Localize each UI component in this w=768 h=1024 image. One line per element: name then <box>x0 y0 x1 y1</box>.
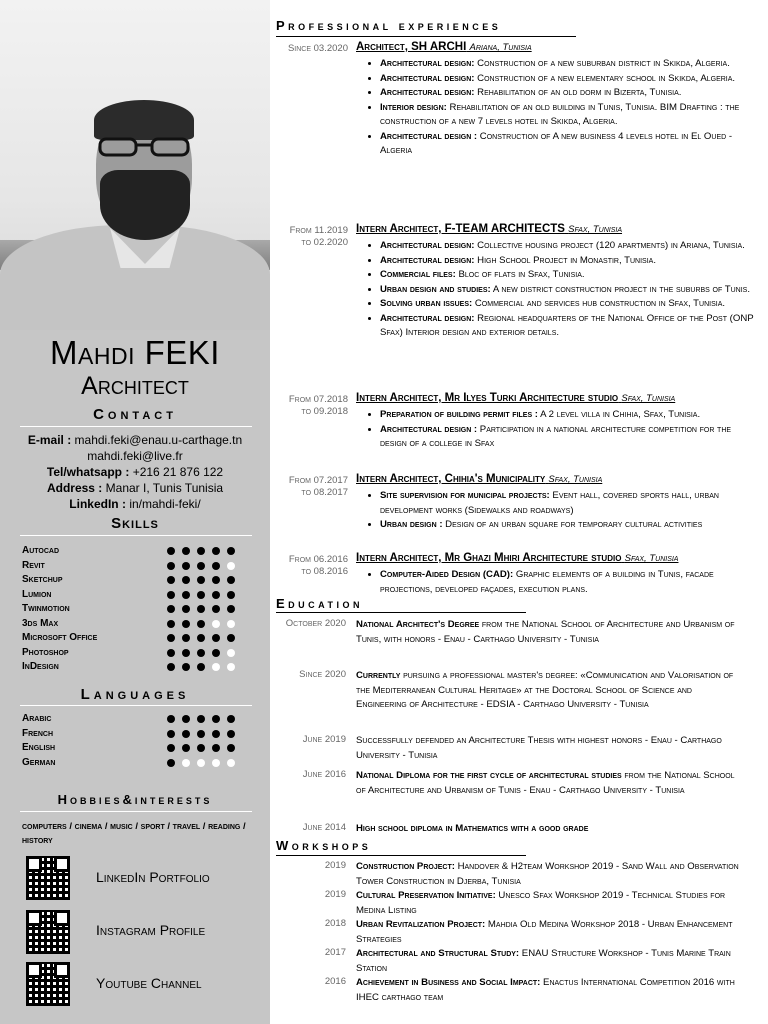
rating-dot-icon <box>182 576 190 584</box>
rating-dot-icon <box>197 576 205 584</box>
rating-dot-icon <box>167 620 175 628</box>
education-detail: from the National School of Architecture and Urbanism of Tunis - Enau - Carthago University - Tunisia <box>356 770 735 796</box>
phone-label: Tel/whatsapp : <box>46 465 130 479</box>
workshop-text <box>356 947 742 976</box>
workshops-heading: Workshops <box>276 838 372 853</box>
job-bullet <box>380 297 760 312</box>
job-location: Sfax, Tunisia <box>621 393 676 404</box>
workshop-text <box>356 976 742 1005</box>
job-title: Intern Architect, Mr Ilyes Turki Architecture studio Sfax, Tunisia <box>356 392 676 404</box>
workshop-year: 2018 <box>324 918 346 929</box>
rating-dot-icon <box>197 730 205 738</box>
workshop-highlight: Achievement in Business and Social Impact: <box>356 977 541 988</box>
job-bullet-label: Architectural design: <box>380 87 475 98</box>
contact-heading: Contact <box>93 406 177 423</box>
job-bullet <box>380 268 760 283</box>
rating-dot-icon <box>182 605 190 613</box>
workshop-year: 2019 <box>324 889 346 900</box>
rating-dot-icon <box>167 591 175 599</box>
education-text <box>356 734 742 763</box>
education-highlight: High school diploma in Mathematics with a good grade <box>356 823 589 834</box>
job-bullet-text: Graphic elements of a building in Tunis, facade projections, developed façades, execution plans. <box>380 569 714 595</box>
workshop-text <box>356 860 742 889</box>
main-content <box>270 0 768 1024</box>
email-primary[interactable]: mahdi.feki@enau.u-carthage.tn <box>74 433 243 447</box>
job-location: Ariana, Tunisia <box>469 42 532 53</box>
rating-dot-icon <box>212 620 220 628</box>
rating-dot-icon <box>227 715 235 723</box>
job-bullet-text: Construction of A new business 4 levels hotel in El Oued - Algeria <box>380 130 733 156</box>
education-highlight: Currently <box>356 670 401 681</box>
education-date: June 2016 <box>302 769 346 780</box>
rating-dot-icon <box>212 576 220 584</box>
rating-dot-icon <box>197 759 205 767</box>
job-bullet-text: Regional headquarters of the National Office of the Post (ONP Sfax) Interior design and exterior details. <box>380 312 754 338</box>
rating-dot-icon <box>167 663 175 671</box>
job-bullet-label: Commercial files: <box>380 269 456 280</box>
job-bullet <box>380 57 760 72</box>
job-date: From 07.2017 to 08.2017 <box>288 475 348 498</box>
divider <box>20 426 252 427</box>
workshop-highlight: Urban Revitalization Project: <box>356 919 486 930</box>
job-bullet-label: Architectural design: <box>380 254 475 266</box>
rating-dot-icon <box>227 634 235 642</box>
rating-label: Twinmotion <box>22 603 70 614</box>
rating-dots <box>167 620 242 631</box>
job-bullet-label: Urban design and studies: <box>380 283 491 295</box>
job-bullet-label: Preparation of building permit files : <box>380 409 538 420</box>
workshop-highlight: Construction Project: <box>356 861 455 872</box>
person-title: Architect <box>81 372 189 400</box>
rating-label: Revit <box>22 559 45 571</box>
email-label: E-mail : <box>27 433 72 447</box>
rating-label: Photoshop <box>22 646 69 658</box>
rating-dot-icon <box>182 730 190 738</box>
education-date: June 2019 <box>302 734 346 745</box>
linkedin-label: LinkedIn : <box>69 497 126 511</box>
rating-dot-icon <box>197 649 205 657</box>
rating-dots <box>167 634 242 645</box>
job-title: Intern Architect, Chihia's Municipality Sfax, Tunisia <box>356 473 603 485</box>
job-bullet-label: Architectural design: <box>380 240 475 251</box>
job-date: From 11.2019 to 02.2020 <box>289 225 348 248</box>
contact-block <box>0 432 270 512</box>
job-location: Sfax, Tunisia <box>548 474 603 485</box>
job-bullet <box>380 254 760 269</box>
rating-dot-icon <box>167 715 175 723</box>
rating-row <box>22 632 262 646</box>
education-text <box>356 769 742 798</box>
rating-label: Autocad <box>22 545 60 556</box>
rating-label: German <box>22 756 56 768</box>
education-heading: Education <box>276 596 363 611</box>
job-bullet-label: Urban design : <box>380 519 443 530</box>
job-bullet-text: Rehabilitation of an old building in Tunis, Tunisia. BIM Drafting : the construction of a new 7 levels hotel in Skikda, Algeria. <box>380 101 740 127</box>
workshop-highlight: Cultural Preservation Initiative: <box>356 890 496 901</box>
rating-dot-icon <box>182 663 190 671</box>
job-bullet <box>380 312 760 341</box>
profile-photo <box>0 0 270 330</box>
job-bullet-text: Participation in a national architecture competition for the design of a college in Sfax <box>380 423 732 449</box>
job-bullet-text: High School Project in Monastir, Tunisia. <box>474 254 656 266</box>
rating-dot-icon <box>197 605 205 613</box>
workshop-highlight: Architectural and Structural Study: <box>356 948 520 959</box>
divider <box>276 855 526 856</box>
rating-dot-icon <box>212 715 220 723</box>
job-bullet-label: Architectural design: <box>380 72 475 84</box>
divider <box>276 612 526 613</box>
rating-dot-icon <box>212 649 220 657</box>
rating-row <box>22 574 262 588</box>
job-bullet-label: Computer-Aided Design (CAD): <box>380 569 514 580</box>
rating-dots <box>167 576 242 587</box>
workshop-detail: ENAU Structure Workshop - Tunis Marine Train Station <box>356 948 731 974</box>
rating-dot-icon <box>182 547 190 555</box>
job-bullet-label: Solving urban issues: <box>380 298 473 309</box>
rating-dot-icon <box>212 744 220 752</box>
rating-dot-icon <box>197 744 205 752</box>
rating-label: English <box>22 742 56 753</box>
job-location: Sfax, Tunisia <box>568 224 623 235</box>
workshop-year: 2017 <box>324 947 346 958</box>
rating-dot-icon <box>227 730 235 738</box>
rating-dot-icon <box>227 547 235 555</box>
rating-dot-icon <box>212 562 220 570</box>
job-bullet-text: Design of an urban square for temporary cultural activities <box>442 519 703 530</box>
job-bullet-text: Bloc of flats in Sfax, Tunisia. <box>455 269 585 280</box>
rating-dots <box>167 744 242 755</box>
sidebar <box>0 0 270 1024</box>
workshop-detail: Mahdia Old Medina Workshop 2018 - Urban Enhancement Strategies <box>356 919 733 945</box>
rating-row <box>22 647 262 661</box>
job-bullet-text: Commercial and services hub construction in Sfax, Tunisia. <box>472 298 726 309</box>
rating-dot-icon <box>182 620 190 628</box>
job-bullet <box>380 86 760 101</box>
rating-dot-icon <box>182 562 190 570</box>
rating-dot-icon <box>167 744 175 752</box>
rating-dot-icon <box>197 562 205 570</box>
skills-heading: Skills <box>111 515 159 532</box>
job-bullet-text: Event hall, covered sports hall, urban development works (Sidewalks and roadways) <box>380 490 719 516</box>
job-bullet-label: Site supervision for municipal projects: <box>380 490 550 501</box>
rating-dot-icon <box>212 634 220 642</box>
rating-row <box>22 757 262 771</box>
education-text <box>356 669 742 713</box>
workshop-detail: Enactus International Competition 2016 with IHEC carthago team <box>356 977 735 1003</box>
rating-dot-icon <box>167 759 175 767</box>
job-bullet <box>380 408 760 423</box>
education-highlight: National Diploma for the first cycle of architectural studies <box>356 770 622 781</box>
rating-dot-icon <box>182 759 190 767</box>
rating-dot-icon <box>227 620 235 628</box>
job-bullet-text: Rehabilitation of an old dorm in Bizerta, Tunisia. <box>474 87 682 98</box>
job-bullet-text: Construction of a new elementary school in Skikda, Algeria. <box>474 72 736 84</box>
rating-label: Sketchup <box>22 574 63 585</box>
rating-row <box>22 589 262 603</box>
instagram-profile-link[interactable]: Instagram Profile <box>96 922 206 938</box>
rating-dot-icon <box>167 730 175 738</box>
education-date: Since 2020 <box>299 669 346 680</box>
education-date: June 2014 <box>302 822 346 833</box>
rating-dot-icon <box>227 576 235 584</box>
job-bullet-label: Architectural design : <box>380 423 478 435</box>
rating-dot-icon <box>182 715 190 723</box>
rating-dot-icon <box>167 634 175 642</box>
job-bullets <box>356 408 760 452</box>
divider <box>276 36 576 37</box>
job-title: Intern Architect, Mr Ghazi Mhiri Architecture studio Sfax, Tunisia <box>356 552 679 564</box>
rating-label: Arabic <box>22 713 52 724</box>
rating-label: Lumion <box>22 588 52 600</box>
experience-heading: Professional experiences <box>276 18 502 33</box>
rating-dot-icon <box>197 634 205 642</box>
education-detail: pursuing a professional master's degree: «Communication and Valorisation of the Mediterranean Cultural Heritage» at the Doctoral School of Science and Engineering of Architecture - EDSIA - Carthago University - Tunisia <box>356 670 734 710</box>
education-text <box>356 618 742 647</box>
workshop-year: 2016 <box>324 976 346 987</box>
rating-dot-icon <box>212 759 220 767</box>
job-title: Architect, SH ARCHI Ariana, Tunisia <box>356 41 532 53</box>
rating-row <box>22 603 262 617</box>
job-title: Intern Architect, F-TEAM ARCHITECTS Sfax, Tunisia <box>356 223 623 235</box>
address-value: Manar I, Tunis Tunisia <box>105 481 224 495</box>
job-bullet-text: Collective housing project (120 apartments) in Ariana, Tunisia. <box>474 240 745 251</box>
linkedin-value[interactable]: in/mahdi-feki/ <box>129 497 201 511</box>
hobbies-text: computers / cinema / music / sport / travel / reading / history <box>22 821 246 846</box>
rating-dots <box>167 715 242 726</box>
rating-dot-icon <box>167 576 175 584</box>
rating-dot-icon <box>197 663 205 671</box>
phone-value[interactable]: +216 21 876 122 <box>132 465 224 479</box>
job-bullet-text: Construction of a new suburban district in Skikda, Algeria. <box>474 58 730 69</box>
workshop-detail: Handover & H2team Workshop 2019 - Sand Wall and Observation Tower Construction in Djerba, Tunisia <box>356 861 739 887</box>
rating-dot-icon <box>167 649 175 657</box>
education-detail: from the National School of Architecture and Urbanism of Tunis, with honors - Enau - Carthago University - Tunisia <box>356 619 735 645</box>
rating-dot-icon <box>182 634 190 642</box>
divider <box>20 811 252 812</box>
rating-dots <box>167 591 242 602</box>
rating-dot-icon <box>167 605 175 613</box>
job-bullet <box>380 489 760 518</box>
divider <box>20 535 252 536</box>
job-bullet-text: A 2 level villa in Chihia, Sfax, Tunisia. <box>538 409 701 420</box>
rating-label: InDesign <box>22 661 59 672</box>
education-date: October 2020 <box>285 618 346 629</box>
rating-dot-icon <box>197 547 205 555</box>
rating-dots <box>167 649 242 660</box>
person-name: Mahdi FEKI <box>50 334 220 371</box>
rating-dot-icon <box>227 759 235 767</box>
rating-dot-icon <box>182 649 190 657</box>
job-bullet <box>380 518 760 533</box>
workshop-year: 2019 <box>324 860 346 871</box>
rating-row <box>22 742 262 756</box>
linkedin-portfolio-link[interactable]: LinkedIn Portfolio <box>96 869 210 885</box>
job-date: Since 03.2020 <box>287 43 348 54</box>
address-label: Address : <box>46 481 103 495</box>
rating-row <box>22 728 262 742</box>
rating-dot-icon <box>227 591 235 599</box>
rating-dot-icon <box>182 591 190 599</box>
rating-dot-icon <box>182 744 190 752</box>
rating-dots <box>167 547 242 558</box>
workshop-detail: Unesco Sfax Workshop 2019 - Technical Studies for Medina Listing <box>356 890 726 916</box>
job-bullet <box>380 283 760 298</box>
rating-row <box>22 560 262 574</box>
rating-label: Microsoft Office <box>22 632 98 643</box>
workshop-text <box>356 889 742 918</box>
education-highlight: National Architect's Degree <box>356 619 480 630</box>
rating-dot-icon <box>212 591 220 599</box>
job-location: Sfax, Tunisia <box>624 553 679 564</box>
languages-heading: Languages <box>80 686 190 703</box>
qr-code-youtube-icon[interactable] <box>26 962 70 1006</box>
education-detail: Successfully defended an Architecture Thesis with highest honors - Enau - Carthago University - Tunisia <box>356 735 722 761</box>
job-bullets <box>356 568 760 597</box>
qr-code-linkedin-icon[interactable] <box>26 856 70 900</box>
rating-dots <box>167 605 242 616</box>
rating-dot-icon <box>227 562 235 570</box>
job-bullet-label: Architectural design: <box>380 312 475 324</box>
job-bullet-text: A new district construction project in the suburbs of Tunis. <box>490 283 750 295</box>
qr-code-instagram-icon[interactable] <box>26 910 70 954</box>
hobbies-heading: Hobbies&interests <box>57 792 213 807</box>
rating-dot-icon <box>212 605 220 613</box>
rating-dot-icon <box>212 547 220 555</box>
rating-dot-icon <box>212 663 220 671</box>
job-date: From 06.2016 to 08.2016 <box>288 554 348 577</box>
job-bullets <box>356 57 760 159</box>
rating-dot-icon <box>227 605 235 613</box>
job-bullet <box>380 423 760 452</box>
rating-dot-icon <box>227 663 235 671</box>
rating-dot-icon <box>227 649 235 657</box>
rating-dot-icon <box>197 591 205 599</box>
rating-row <box>22 545 262 559</box>
rating-dots <box>167 663 242 674</box>
rating-label: French <box>22 727 53 739</box>
job-bullet <box>380 130 760 159</box>
job-bullet-label: Architectural design: <box>380 58 475 69</box>
job-bullet-label: Interior design: <box>380 101 447 113</box>
rating-dots <box>167 730 242 741</box>
rating-dot-icon <box>212 730 220 738</box>
job-bullet-label: Architectural design : <box>380 130 478 142</box>
education-text <box>356 822 742 837</box>
workshop-text <box>356 918 742 947</box>
job-bullet <box>380 101 760 130</box>
job-bullet <box>380 72 760 87</box>
email-secondary[interactable]: mahdi.feki@live.fr <box>87 449 183 463</box>
rating-label: 3ds Max <box>22 617 59 629</box>
rating-dots <box>167 759 242 770</box>
rating-dot-icon <box>167 547 175 555</box>
job-bullet <box>380 568 760 597</box>
glasses-icon <box>96 136 192 158</box>
job-bullets <box>356 489 760 533</box>
job-date: From 07.2018 to 09.2018 <box>288 394 348 417</box>
rating-row <box>22 661 262 675</box>
rating-dot-icon <box>197 620 205 628</box>
rating-dot-icon <box>167 562 175 570</box>
rating-row <box>22 713 262 727</box>
rating-row <box>22 618 262 632</box>
rating-dot-icon <box>227 744 235 752</box>
job-bullets <box>356 239 760 341</box>
rating-dots <box>167 562 242 573</box>
job-bullet <box>380 239 760 254</box>
divider <box>20 705 252 706</box>
rating-dot-icon <box>197 715 205 723</box>
youtube-channel-link[interactable]: Youtube Channel <box>96 975 202 991</box>
